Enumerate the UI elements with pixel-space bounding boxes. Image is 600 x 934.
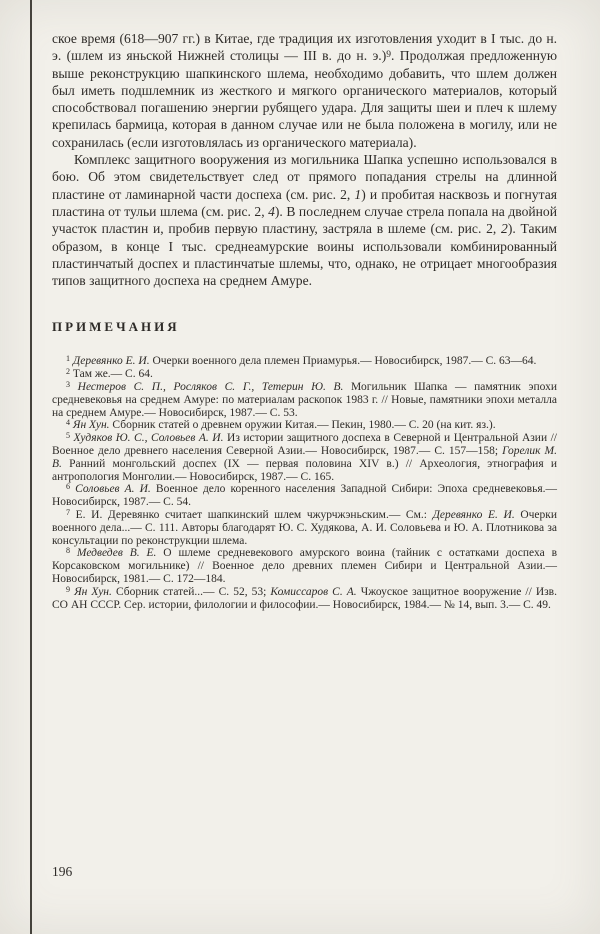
- body-text: [52, 30, 557, 289]
- text-segment: ). В последнем случае стрела попала на двойной участок пластин и, пробив первую пластину, застряла в шлеме (см. рис. 2,: [52, 203, 557, 237]
- footnote-marker: 5: [66, 431, 71, 441]
- body-paragraph: [52, 151, 557, 289]
- text-segment: Военное дело коренного населения Западной Сибири: Эпоха средневековья.— Новосибирск, 1987.— С. 54.: [52, 483, 557, 509]
- body-paragraph: [52, 30, 557, 151]
- text-segment: 4: [268, 203, 275, 219]
- footnote-marker: 4: [66, 418, 71, 428]
- text-segment: Чжоуское защитное вооружение // Изв. СО АН СССР. Сер. истории, филологии и философии.— Новосибирск, 1984.— № 14, вып. 3.— С. 49.: [52, 585, 557, 611]
- text-segment: . Продолжая предложенную выше реконструкцию шапкинского шлема, необходимо добавить, что шлем должен был иметь подшлемник из жесткого и мягкого органического материалов, который способствовал погашению энергии рубящего удара. Для защиты шеи и плеч к шлему крепилась бармица, которая в данном случае или не была положена в могилу, или не сохранилась (если изготовлялась из органического материала).: [52, 48, 557, 150]
- footnote: [52, 381, 557, 419]
- text-segment: Сборник статей...— С. 52, 53;: [111, 585, 271, 598]
- text-segment: Ян Хун.: [70, 419, 110, 432]
- footnote: [52, 419, 557, 432]
- footnote-marker: 7: [66, 507, 71, 517]
- text-segment: О шлеме средневекового амурского воина (тайник с остатками доспеха в Корсаковском могильнике) // Военное дело древних племен Сибири и Центральной Азии.— Новосибирск, 1981.— С. 172—184.: [52, 547, 557, 585]
- footnote-marker: 6: [66, 482, 71, 492]
- footnote-marker: 8: [66, 546, 71, 556]
- footnote-marker: 9: [66, 584, 71, 594]
- footnote-marker: 9: [386, 49, 391, 60]
- footnote: [52, 355, 557, 368]
- text-segment: Там же.— С. 64.: [70, 368, 153, 381]
- page-edge-line: [30, 0, 32, 934]
- text-segment: ). Таким образом, в конце I тыс. среднеамурские воины использовали комбинированный пластинчатый доспех и пластинчатые шлемы, что, однако, не отрицает многообразия типов защитного доспеха на среднем Амуре.: [52, 221, 557, 289]
- text-segment: ское время (618—907 гг.) в Китае, где традиция их изготовления уходит в I тыс. до н. э. (шлем из яньской Нижней столицы — III в. до н. э.): [52, 31, 557, 64]
- footnotes-section: [52, 355, 557, 611]
- text-segment: Комиссаров С. А.: [270, 585, 357, 598]
- footnote: [52, 509, 557, 547]
- notes-heading: ПРИМЕЧАНИЯ: [52, 319, 180, 335]
- footnote-marker: 2: [66, 367, 71, 377]
- page-number: 196: [52, 864, 73, 879]
- footnote-marker: 1: [66, 354, 71, 364]
- text-segment: Из истории защитного доспеха в Северной и Центральной Азии // Военное дело древнего населения Северной Азии.— Новосибирск, 1987.— С. 157—158;: [52, 432, 558, 458]
- page-content: [52, 30, 557, 611]
- text-segment: 2: [501, 221, 508, 237]
- text-segment: 1: [354, 186, 362, 202]
- footnote: [52, 368, 557, 381]
- footnote-marker: 3: [66, 379, 71, 389]
- text-segment: Е. И. Деревянко считает шапкинский шлем чжурчжэньским.— См.:: [70, 509, 433, 522]
- text-segment: ) и пробитая насквозь и погнутая пластина от тульи шлема (см. рис. 2,: [52, 186, 557, 219]
- text-segment: Очерки военного дела...— С. 111. Авторы благодарят Ю. С. Худякова, А. И. Соловьева и Ю. А. Плотникова за консультации по реконструкции шлема.: [52, 509, 558, 547]
- text-segment: Нестеров С. П., Росляков С. Г., Тетерин Ю. В.: [70, 381, 344, 394]
- text-segment: Худяков Ю. С., Соловьев А. И.: [70, 432, 224, 445]
- footnote: [52, 432, 557, 483]
- text-segment: Комплекс защитного вооружения из могильника Шапка успешно использовался в бою. Об этом свидетельствует след от прямого попадания стрелы на длинной пластине от ламинарной части доспеха (см. рис. 2,: [52, 152, 557, 202]
- text-segment: Сборник статей о древнем оружии Китая.— Пекин, 1980.— С. 20 (на кит. яз.).: [109, 419, 496, 432]
- text-segment: Ян Хун.: [70, 585, 112, 598]
- footnote: [52, 483, 557, 509]
- footnote: [52, 547, 557, 585]
- text-segment: Очерки военного дела племен Приамурья.— Новосибирск, 1987.— С. 63—64.: [149, 355, 537, 368]
- text-segment: Деревянко Е. И.: [70, 355, 150, 368]
- text-segment: Медведев В. Е.: [70, 547, 157, 560]
- text-segment: Ранний монгольский доспех (IX — первая половина XIV в.) // Археология, этнография и антропология Монголии.— Новосибирск, 1987.— С. 165.: [52, 457, 557, 483]
- text-segment: Горелик М. В.: [52, 445, 557, 470]
- text-segment: Могильник Шапка — памятник эпохи средневековья на среднем Амуре: по материалам раскопок 1983 г. // Новые, памятники эпохи металла на среднем Амуре.— Новосибирск, 1987.— С. 53.: [52, 381, 557, 419]
- text-segment: Соловьев А. И.: [70, 483, 151, 496]
- text-segment: Деревянко Е. И.: [432, 509, 515, 522]
- footnote: [52, 586, 557, 612]
